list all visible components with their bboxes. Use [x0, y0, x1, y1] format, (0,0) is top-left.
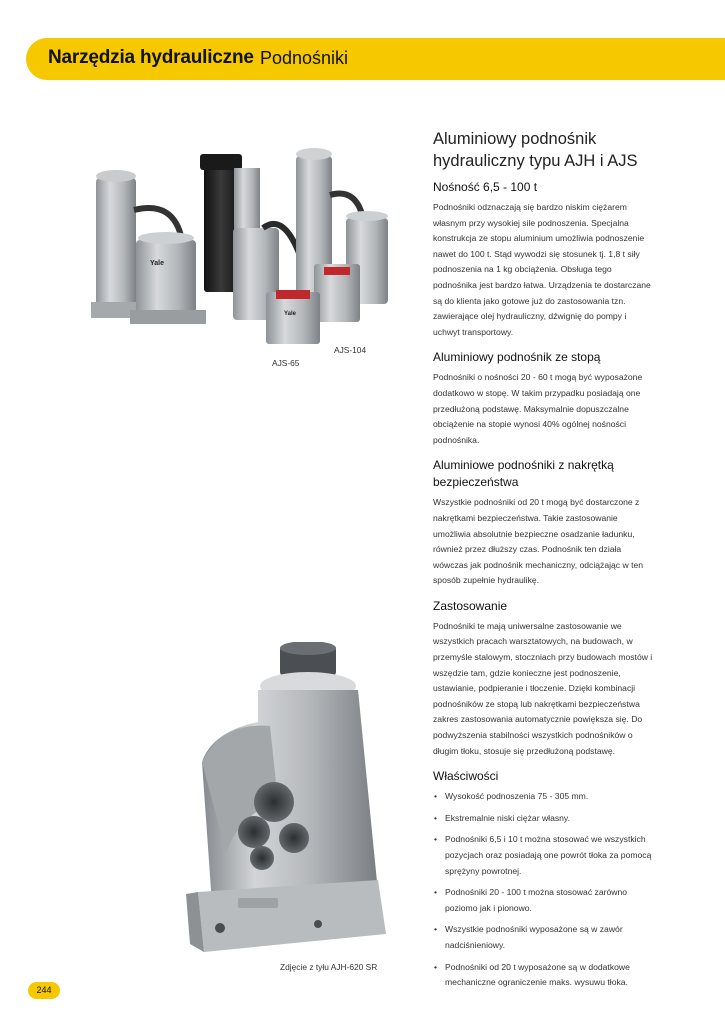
section-foot-text: Podnośniki o nośności 20 - 60 t mogą być wyposażone dodatkowo w stopę. W takim przypadku posiadają one przedłużoną podstawę. Maksymalnie dopuszczalne obciążenie na stopie wynosi 40% ogólnej nośności podnośnika.: [433, 372, 643, 445]
section-safety-nut-text: Wszystkie podnośniki od 20 t mogą być dostarczone z nakrętkami bezpieczeństwa. Takie zastosowanie umożliwia absolutnie bezpieczne osadzanie ładunku, również przez dłuższy czas. Podnośnik ten działa wówczas jak podnośnik mechaniczny, odciążając w ten sposób zupełnie hydraulikę.: [433, 497, 644, 586]
product-photo-ajh620sr: [182, 642, 390, 958]
yale-logo-label-small: Yale: [284, 311, 297, 317]
section-application-text: Podnośniki te mają uniwersalne zastosowanie we wszystkich pracach warsztatowych, na budowach, w przemyśle stalowym, stoczniach przy budowach mostów i wszędzie tam, gdzie konieczne jest podnoszenie, ustawianie, podpieranie i tłoczenie. Dzięki kombinacji podnośników ze stopą lub nakrętkami bezpieczeństwa zakres zastosowania automatycznie powiększa się. Do podwyższenia stabilności wszystkich podnośników o długim tłoku, stosuje się przedłużoną podstawę.: [433, 620, 653, 756]
caption-ajs65: AJS-65: [272, 358, 300, 368]
list-item: • Ekstremalnie niski ciężar własny.: [433, 811, 653, 827]
header-bar: [26, 38, 725, 80]
features-list: [433, 789, 653, 991]
caption-ajs104: AJS-104: [334, 345, 367, 355]
main-heading-line1: Aluminiowy podnośnik: [433, 130, 597, 148]
section-foot-heading: Aluminiowy podnośnik ze stopą: [433, 350, 601, 365]
capacity-heading: Nośność 6,5 - 100 t: [433, 180, 538, 194]
list-item: • Podnośniki od 20 t wyposażone są w dodatkowe mechaniczne ograniczenie maks. wysuwu tłoka.: [433, 960, 653, 991]
main-heading: [433, 128, 653, 172]
list-item: • Wysokość podnoszenia 75 - 305 mm.: [433, 789, 653, 805]
section-application-heading: Zastosowanie: [433, 598, 508, 613]
product-photo-jacks: [88, 140, 418, 350]
features-heading: Właściwości: [433, 769, 499, 784]
caption-photo-ajh620sr: Zdjęcie z tyłu AJH-620 SR: [280, 962, 378, 972]
intro-paragraph: Podnośniki odznaczają się bardzo niskim ciężarem własnym przy wysokiej sile podnoszenia. Specjalna konstrukcja ze stopu aluminium umożliwia podnoszenie nawet do 100 t. Stąd wywodzi się stosunek tj. 1,8 t siły podnoszenia na 1 kg obciążenia. Obsługa tego podnośnika jest bardzo łatwa. Urządzenia te dostarczane są do klienta jako gotowe już do zastosowania tzn. zawierające olej hydrauliczny, dźwignię do pompy i uchwyt transportowy.: [433, 202, 651, 337]
section-safety-nut-heading: Aluminiowe podnośniki z nakrętką bezpieczeństwa: [433, 458, 614, 490]
yale-logo-label: Yale: [150, 260, 165, 267]
header-title: Narzędzia hydrauliczne: [48, 47, 254, 68]
text-column: [433, 128, 653, 997]
header-subtitle: Podnośniki: [260, 48, 349, 68]
list-item: • Podnośniki 6,5 i 10 t można stosować we wszystkich pozycjach oraz posiadają one powrót tłoka za pomocą sprężyny powrotnej.: [433, 832, 653, 879]
page-number: 244: [28, 982, 60, 999]
list-item: • Podnośniki 20 - 100 t można stosować zarówno poziomo jak i pionowo.: [433, 885, 653, 916]
list-item: • Wszystkie podnośniki wyposażone są w zawór nadciśnieniowy.: [433, 922, 653, 953]
main-heading-line2: hydrauliczny typu AJH i AJS: [433, 152, 638, 170]
